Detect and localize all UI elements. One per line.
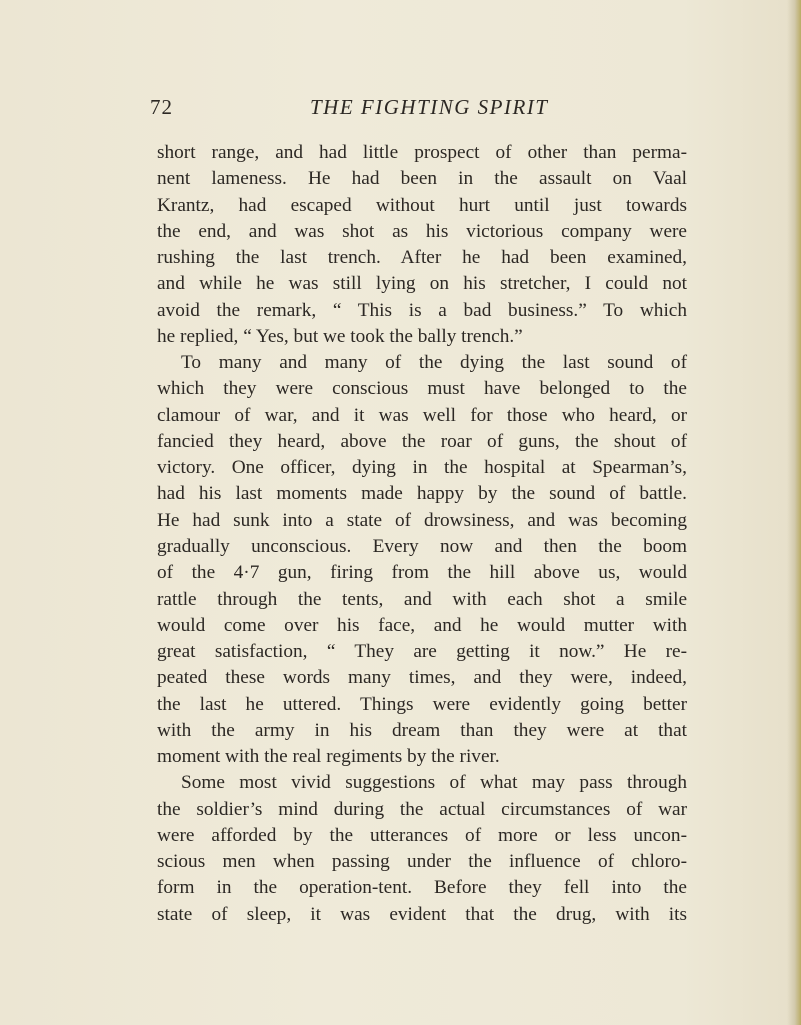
text-line: had his last moments made happy by the sound of battle.: [157, 483, 687, 505]
text-line: gradually unconscious. Every now and then the boom: [157, 535, 687, 557]
text-line: fancied they heard, above the roar of guns, the shout of: [157, 430, 687, 452]
page-number: 72: [150, 95, 173, 119]
text-line: avoid the remark, “ This is a bad business.” To which: [157, 299, 687, 321]
text-line: form in the operation-tent. Before they fell into the: [157, 877, 687, 899]
text-line: which they were conscious must have belonged to the: [157, 378, 687, 400]
text-line: clamour of war, and it was well for those who heard, or: [157, 404, 687, 426]
text-line: with the army in his dream than they were at that: [157, 719, 687, 741]
text-line: the soldier’s mind during the actual circumstances of war: [157, 798, 687, 820]
text-line: would come over his face, and he would mutter with: [157, 614, 687, 636]
text-line: the end, and was shot as his victorious company were: [157, 220, 687, 242]
text-line: the last he uttered. Things were evidently going better: [157, 693, 687, 715]
text-line: Krantz, had escaped without hurt until just towards: [157, 194, 687, 216]
body-text: [157, 140, 687, 928]
text-line: great satisfaction, “ They are getting it now.” He re-: [157, 641, 687, 663]
text-line: state of sleep, it was evident that the drug, with its: [157, 903, 687, 925]
text-line: he replied, “ Yes, but we took the bally trench.”: [157, 325, 523, 347]
text-line: victory. One officer, dying in the hospital at Spearman’s,: [157, 457, 687, 479]
text-line: Some most vivid suggestions of what may pass through: [181, 772, 687, 794]
text-line: rushing the last trench. After he had been examined,: [157, 247, 687, 269]
text-line: and while he was still lying on his stretcher, I could not: [157, 273, 687, 295]
text-line: peated these words many times, and they were, indeed,: [157, 667, 687, 689]
running-title: THE FIGHTING SPIRIT: [310, 95, 549, 119]
running-head: [150, 95, 690, 125]
text-line: nent lameness. He had been in the assault on Vaal: [157, 168, 687, 190]
text-line: moment with the real regiments by the river.: [157, 746, 500, 768]
text-line: were afforded by the utterances of more or less uncon-: [157, 824, 687, 846]
text-line: To many and many of the dying the last sound of: [181, 352, 687, 374]
text-line: rattle through the tents, and with each shot a smile: [157, 588, 687, 610]
text-line: scious men when passing under the influence of chloro-: [157, 851, 687, 873]
text-line: short range, and had little prospect of other than perma-: [157, 142, 687, 163]
text-line: of the 4·7 gun, firing from the hill above us, would: [157, 562, 687, 584]
text-line: He had sunk into a state of drowsiness, and was becoming: [157, 509, 687, 531]
page-edge-shadow: [787, 0, 801, 1025]
